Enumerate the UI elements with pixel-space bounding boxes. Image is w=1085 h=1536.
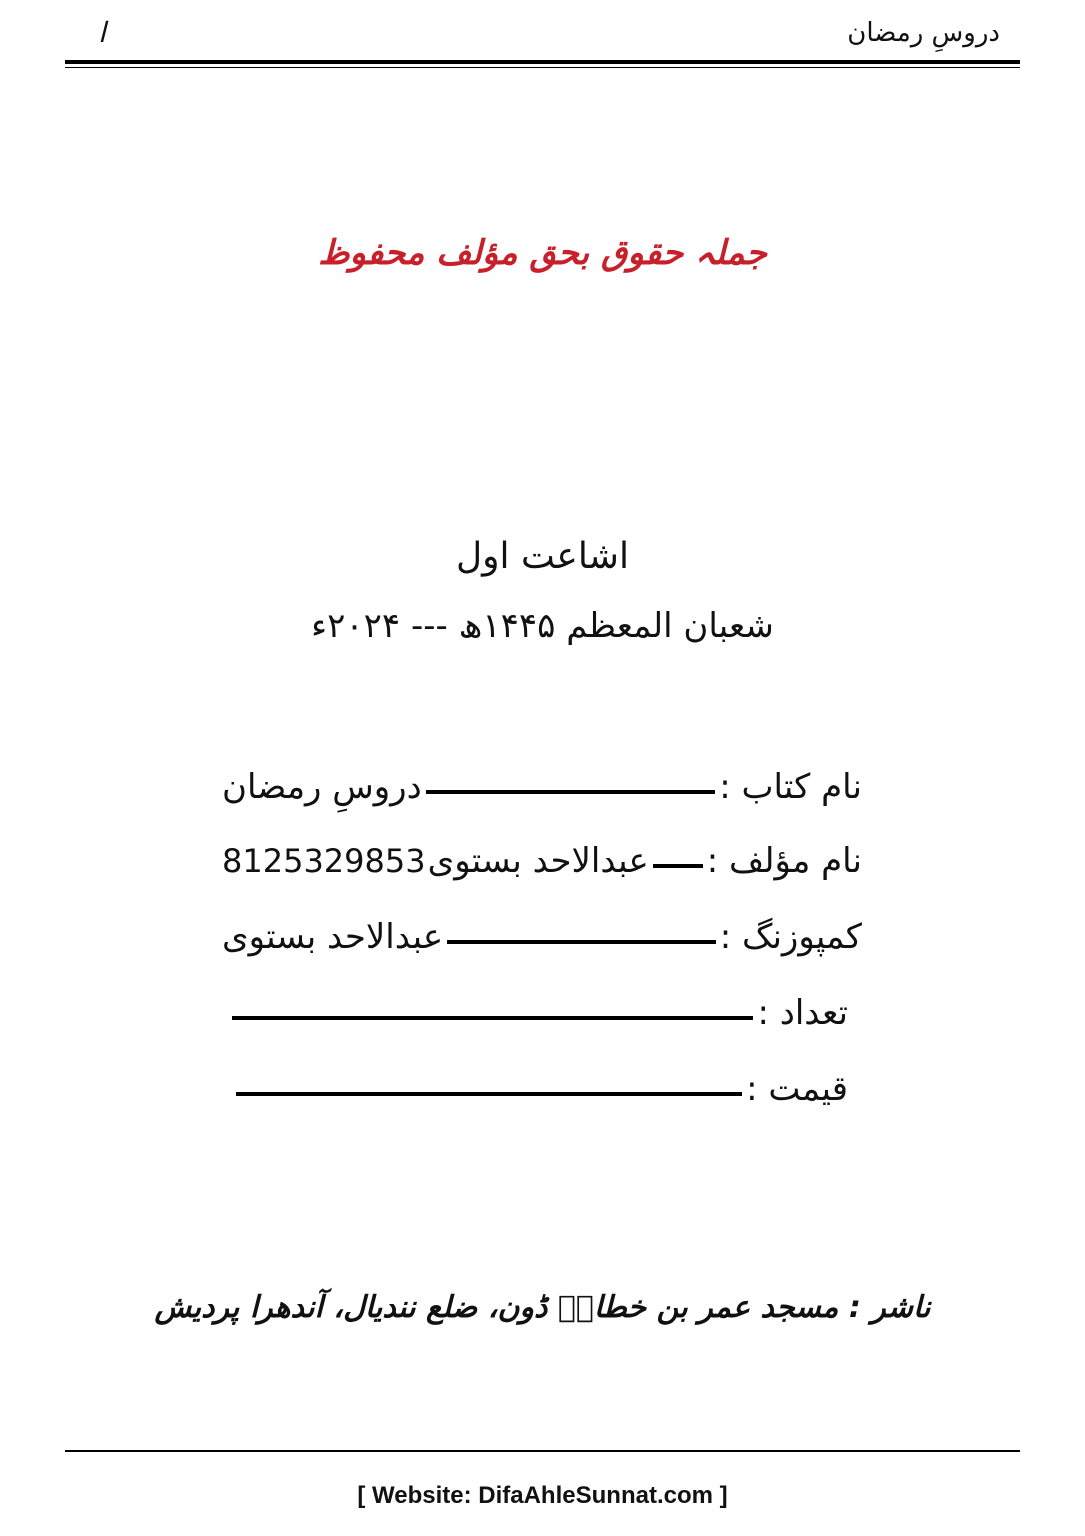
quantity-line [232, 1016, 753, 1020]
author-phone: 8125329853 [222, 842, 426, 880]
quantity-label: تعداد : [757, 993, 848, 1033]
detail-row-price [232, 1062, 848, 1116]
book-name-line [426, 790, 716, 794]
website-link[interactable]: [ Website: DifaAhleSunnat.com ] [357, 1482, 728, 1509]
footer-rule [65, 1450, 1020, 1452]
detail-row-composing [222, 910, 862, 964]
header-rule-thin [65, 67, 1020, 68]
page-number: ا [98, 16, 106, 49]
price-line [236, 1092, 742, 1096]
detail-row-quantity [228, 986, 848, 1040]
author-value: عبدالاحد بستوی [427, 841, 649, 881]
running-header-title: دروسِ رمضان [847, 18, 1000, 48]
edition-date: شعبان المعظم ۱۴۴۵ھ --- ۲۰۲۴ء [311, 606, 774, 646]
book-name-label: نام کتاب : [719, 767, 862, 807]
book-name-value: دروسِ رمضان [222, 767, 422, 807]
composing-line [447, 940, 716, 944]
publisher-line: ناشر : مسجد عمر بن خطابؓ ڈون، ضلع نندیال، آندھرا پردیش [154, 1290, 931, 1325]
author-label: نام مؤلف : [706, 841, 862, 881]
header-rule [65, 60, 1020, 64]
composing-value: عبدالاحد بستوی [222, 917, 444, 957]
detail-row-book-name [222, 760, 862, 814]
author-line [653, 864, 703, 868]
detail-row-author [222, 834, 862, 888]
copyright-notice: جملہ حقوق بحق مؤلف محفوظ [318, 233, 767, 273]
price-label: قیمت : [746, 1069, 848, 1109]
composing-label: کمپوزنگ : [719, 917, 862, 957]
edition-label: اشاعت اول [456, 536, 629, 577]
